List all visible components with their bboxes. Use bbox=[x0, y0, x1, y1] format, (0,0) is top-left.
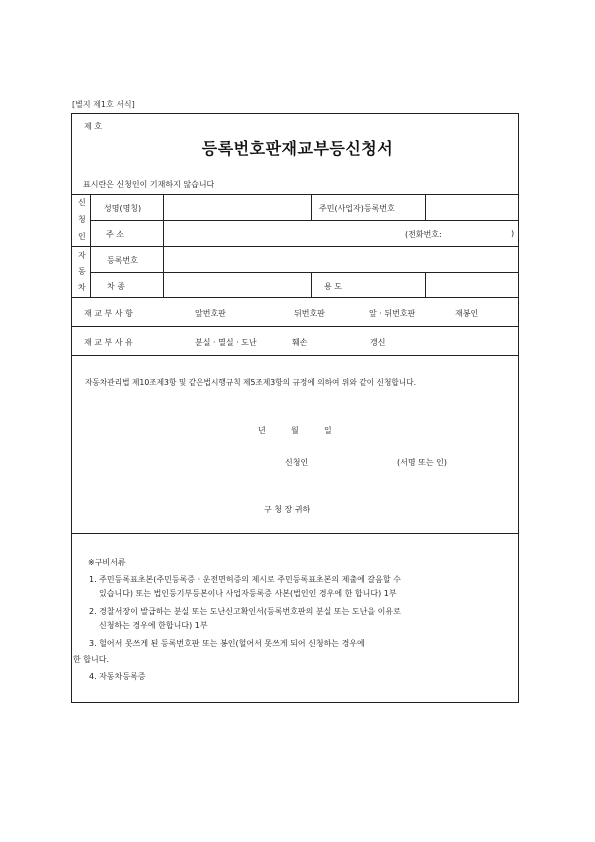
document-item-3-line-1: 3. 헐어서 못쓰게 된 등록번호판 또는 봉인(헐어서 못쓰게 되어 신청하는 경우에 bbox=[89, 639, 365, 648]
phone-close: ) bbox=[511, 229, 515, 238]
vehicle-group-char-2: 동 bbox=[78, 267, 86, 276]
vehicle-group-char-3: 차 bbox=[78, 283, 86, 292]
rule-group-col bbox=[90, 194, 91, 297]
applicant-group-char-1: 신 bbox=[78, 198, 86, 207]
option-both-plates[interactable]: 앞 · 뒤번호판 bbox=[369, 309, 416, 318]
applicant-sign-hint: (서명 또는 인) bbox=[397, 458, 447, 467]
reason-lost-stolen[interactable]: 분실 · 멸실 · 도난 bbox=[195, 338, 257, 347]
vehicle-reg-no-label: 등록번호 bbox=[107, 256, 138, 265]
notice-text: 표시란은 신청인이 기재하지 않습니다 bbox=[83, 180, 215, 189]
reason-damaged[interactable]: 훼손 bbox=[292, 338, 308, 347]
recipient-text: 구 청 장 귀하 bbox=[264, 505, 311, 514]
document-item-1-line-1: 1. 주민등록표초본(주민등록증 · 운전면허증의 제시로 주민등록표초본의 제출에 갈음할 수 bbox=[89, 575, 401, 584]
rule-regno-left bbox=[311, 194, 312, 220]
rule-items bbox=[71, 326, 519, 327]
date-month: 월 bbox=[291, 426, 299, 435]
documents-heading: ※구비서류 bbox=[88, 558, 126, 567]
date-year: 년 bbox=[258, 426, 266, 435]
rule-reasons bbox=[71, 355, 519, 356]
applicant-group-char-3: 인 bbox=[78, 232, 86, 241]
vehicle-usage-field[interactable] bbox=[426, 273, 518, 296]
vehicle-reg-no-field[interactable] bbox=[164, 247, 518, 271]
reason-renewal[interactable]: 갱신 bbox=[370, 338, 386, 347]
reg-no-field[interactable] bbox=[426, 195, 518, 219]
applicant-sign-label: 신청인 bbox=[285, 458, 309, 467]
document-item-4-line-1: 4. 자동차등록증 bbox=[89, 672, 146, 681]
document-item-1-line-2: 있습니다) 또는 법인등기부등본이나 사업자등록증 사본(법인인 경우에 한 합니다) 1부 bbox=[99, 589, 397, 598]
name-label: 성명(명칭) bbox=[104, 204, 142, 213]
phone-label: (전화번호: bbox=[405, 230, 442, 239]
date-day: 일 bbox=[324, 426, 332, 435]
statement-text: 자동차관리법 제10조제3항 및 같은법시행규칙 제5조제3항의 규정에 의하여 위와 같이 신청합니다. bbox=[85, 378, 417, 387]
vehicle-group-char-1: 자 bbox=[78, 251, 86, 260]
vehicle-model-label: 차 종 bbox=[107, 282, 125, 291]
form-number-label: [별지 제1호 서식] bbox=[72, 100, 135, 109]
document-item-2-line-2: 신청하는 경우에 한합니다) 1부 bbox=[99, 621, 208, 630]
vehicle-model-field[interactable] bbox=[164, 273, 310, 296]
document-item-3-line-2: 한 합니다. bbox=[73, 655, 109, 664]
reissue-items-label: 재 교 부 사 항 bbox=[84, 309, 133, 318]
option-front-plate[interactable]: 앞번호판 bbox=[195, 309, 226, 318]
address-label: 주 소 bbox=[106, 230, 124, 239]
receipt-no-label: 제 호 bbox=[84, 122, 102, 131]
reissue-reasons-label: 재 교 부 사 유 bbox=[84, 338, 133, 347]
reg-no-label: 주민(사업자)등록번호 bbox=[319, 204, 395, 213]
option-rear-plate[interactable]: 뒤번호판 bbox=[294, 309, 325, 318]
address-field[interactable] bbox=[164, 221, 518, 245]
page-title: 등록번호판재교부등신청서 bbox=[201, 139, 394, 158]
rule-vehicle bbox=[71, 297, 519, 298]
applicant-group-char-2: 청 bbox=[78, 215, 86, 224]
vehicle-usage-label: 용 도 bbox=[324, 282, 342, 291]
rule-statement bbox=[71, 533, 519, 534]
name-field[interactable] bbox=[164, 195, 310, 219]
option-reseal[interactable]: 재봉인 bbox=[455, 309, 479, 318]
document-item-2-line-1: 2. 경찰서장이 발급하는 분실 또는 도난신고확인서(등록번호판의 분실 또는 도난을 이유로 bbox=[89, 607, 401, 616]
rule-usage-left bbox=[311, 272, 312, 297]
